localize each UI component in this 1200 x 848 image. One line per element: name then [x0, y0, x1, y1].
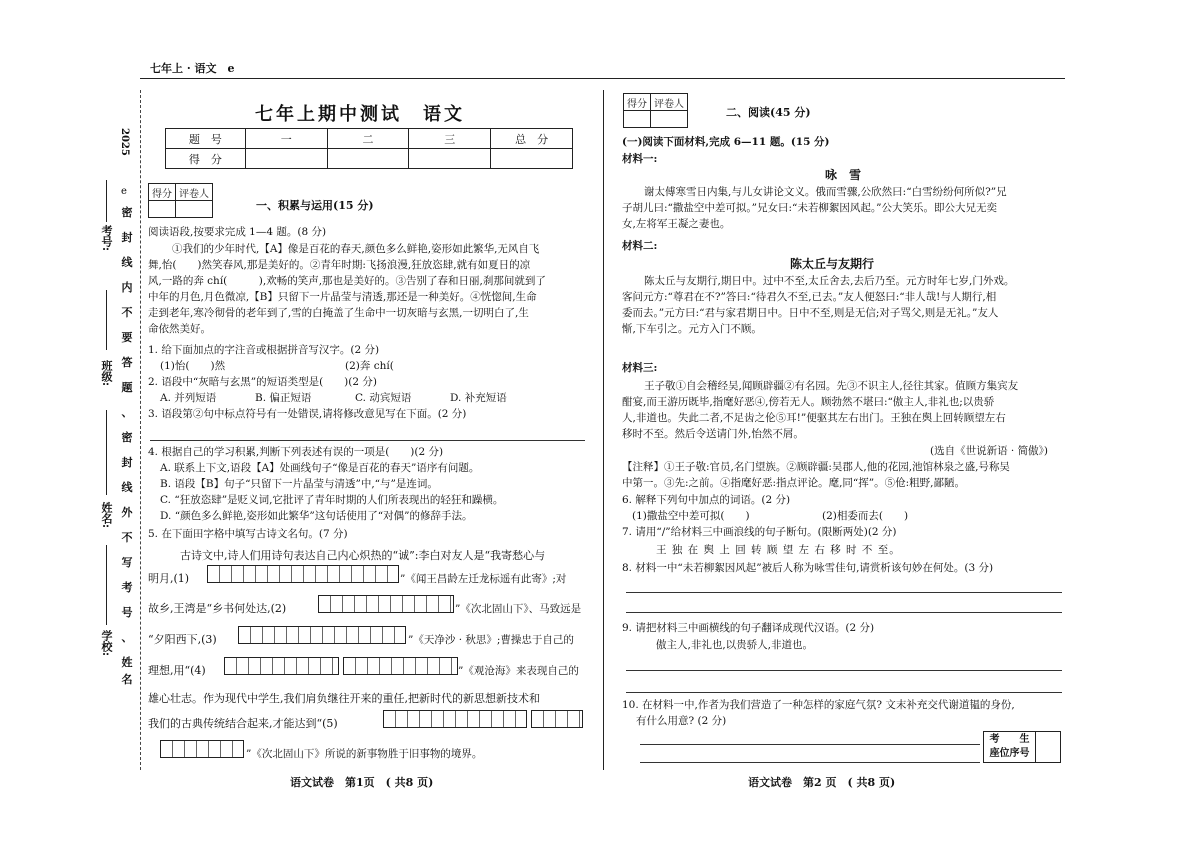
q5-cite-1: ”《闻王昌龄左迁龙标遥有此寄》;对: [400, 573, 567, 585]
q8-answer-line-1[interactable]: [626, 592, 1062, 593]
q4-option-d[interactable]: D. “颜色多么鲜艳,姿形如此繁华”这句话使用了“对偶”的修辞手法。: [160, 510, 473, 522]
grader-score-label: 得分: [624, 94, 651, 111]
grader-score-cell[interactable]: [624, 111, 651, 128]
score-header: 二: [327, 129, 409, 149]
side-field-exam-no: 考号:: [100, 225, 113, 252]
q5-cite-2: ”《次北固山下》、马致远是: [455, 603, 582, 615]
q10-answer-line-1[interactable]: [640, 744, 980, 745]
q5-blank-5c[interactable]: [160, 740, 244, 758]
q4-options: [160, 460, 595, 524]
q2-option-c[interactable]: C. 动宾短语: [355, 392, 412, 404]
score-header: 总 分: [491, 129, 573, 149]
score-cell[interactable]: [409, 149, 491, 169]
section1-title: 一、积累与运用(15 分): [256, 199, 374, 212]
score-header: 一: [245, 129, 327, 149]
q2: 2. 语段中“灰暗与玄黑”的短语类型是( )(2 分): [148, 376, 377, 388]
side-field-name: 姓名:: [100, 502, 113, 529]
q1b: (2)奔 chí(: [345, 360, 394, 372]
q5-blank-4a[interactable]: [224, 657, 339, 675]
series-label: 七年上 · 语文 e: [150, 62, 235, 75]
grader-name-cell[interactable]: [651, 111, 688, 128]
side-fill-line-2[interactable]: [106, 290, 107, 350]
q5-body: 古诗文中,诗人们用诗句表达自己内心炽热的“诚”:李白对友人是“我寄愁心与: [180, 549, 546, 562]
seal-dashed-line: [140, 90, 141, 770]
q10: 10. 在材料一中,作者为我们营造了一种怎样的家庭气氛? 文末补充交代谢道韫的身份, 有什么用意? (2 分): [622, 699, 1015, 727]
q5-cite-5: ”《次北固山下》所说的新事物胜于旧事物的境界。: [246, 748, 483, 760]
q7-sentence: 王 独 在 舆 上 回 转 顾 望 左 右 移 时 不 至。: [656, 544, 901, 556]
grader-name-label: 评卷人: [651, 94, 688, 111]
q4-option-b[interactable]: B. 语段【B】句子“只留下一片晶莹与清透”中,“与”是连词。: [160, 478, 438, 490]
q5-line2: 明月,(1): [148, 572, 190, 585]
material3-source: (选自《世说新语 · 简傲》): [930, 445, 1048, 457]
q7: 7. 请用“/”给材料三中画浪线的句子断句。(限断两处)(2 分): [622, 526, 897, 538]
material2-label: 材料二:: [622, 240, 658, 252]
q1: 1. 给下面加点的字注音或根据拼音写汉字。(2 分): [148, 344, 380, 356]
q5-blank-4b[interactable]: [343, 657, 458, 675]
exam-title: 七年上期中测试 语文: [255, 104, 465, 125]
q6b: (2)相委而去( ): [822, 510, 909, 522]
grader-box-1: [148, 183, 213, 218]
q5-cite-3: ”《天净沙 · 秋思》;曹操忠于自己的: [408, 634, 574, 646]
q2-option-b[interactable]: B. 偏正短语: [255, 392, 312, 404]
q2-option-a[interactable]: A. 并列短语: [160, 392, 217, 404]
q9-sentence: 傲主人,非礼也,以贵骄人,非道也。: [656, 639, 814, 651]
material2-title: 陈太丘与友期行: [790, 257, 875, 271]
score-cell[interactable]: [327, 149, 409, 169]
q5-blank-5a[interactable]: [383, 710, 527, 728]
seat-label-box: 考 生 座位序号: [984, 732, 1036, 762]
footer-right: 语文试卷 第2 页 ( 共8 页): [748, 776, 896, 789]
side-fill-line-4[interactable]: [106, 545, 107, 625]
q5-line3: 故乡,王湾是“乡书何处达,(2): [148, 602, 287, 615]
q5: 5. 在下面田字格中填写古诗文名句。(7 分): [148, 528, 348, 540]
side-field-school: 学校:: [100, 630, 113, 657]
q8: 8. 材料一中“未若柳絮因风起”被后人称为咏雪佳句,请赏析该句妙在何处。(3 分): [622, 562, 994, 574]
material2-text: 陈太丘与友期行,期日中。过中不至,太丘舍去,去后乃至。元方时年七岁,门外戏。 客问元方:“尊君在不?”答曰:“待君久不至,已去。”友人便怒曰:“非人哉!与人期行,相 委而去。”元方曰:“君与家君期日中。日中不至,则是无信;对子骂父,则是无礼。”友人 惭,下车引之。元方入门不顾。: [622, 275, 1015, 335]
side-mark: e: [121, 186, 127, 197]
q4: 4. 根据自己的学习积累,判断下列表述有误的一项是( )(2 分): [148, 446, 444, 458]
score-cell[interactable]: [491, 149, 573, 169]
q3: 3. 语段第②句中标点符号有一处错误,请将修改意见写在下面。(2 分): [148, 408, 467, 420]
side-field-class: 班级:: [100, 360, 113, 387]
material1-label: 材料一:: [622, 153, 658, 165]
q6: 6. 解释下列句中加点的词语。(2 分): [622, 494, 791, 506]
seal-text: 密 封 线 内 不 要 答 题 、 密 封 线 外 不 写 考 号 、 姓 名: [121, 206, 133, 686]
score-cell[interactable]: [245, 149, 327, 169]
material1-text: 谢太傅寒雪日内集,与儿女讲论文义。俄而雪骤,公欣然曰:“白雪纷纷何所似?”兄 子胡儿曰:“撒盐空中差可拟。”兄女曰:“未若柳絮因风起。”公大笑乐。即公大兄无奕 女,左将军王凝之妻也。: [622, 186, 1007, 230]
header-rule: [140, 78, 1065, 79]
q4-option-c[interactable]: C. “狂放恣肆”是贬义词,它批评了青年时期的人们所表现出的轻狂和躁横。: [160, 494, 504, 506]
score-table: [165, 128, 573, 169]
q9-answer-line-2[interactable]: [626, 692, 1062, 693]
grader-score-label: 得分: [149, 184, 176, 201]
q5-line4: “夕阳西下,(3): [148, 633, 217, 646]
q8-answer-line-2[interactable]: [626, 612, 1062, 613]
q2-option-d[interactable]: D. 补充短语: [450, 392, 507, 404]
section1-passage: ①我们的少年时代,【A】像是百花的春天,颜色多么鲜艳,姿形如此繁华,无风自飞 舞,怡( )然笑春风,那是美好的。②青年时期:飞扬浪漫,狂放恣肆,就有如夏日的凉 风,一路的奔 chí( ),欢畅的笑声,那也是美好的。③告别了春和日丽,刹那间就到了 中年的月色,月色微凉,【B】只留下一片晶莹与清透,那还是一种美好。④恍惚间,生命 走到老年,寒冷彻骨的老年到了,雪的白掩盖了生命中一切灰暗与玄黑,一切明白了,生 命依然美好。: [148, 243, 546, 335]
side-year: 2025: [119, 128, 130, 156]
material3-text: 王子敬①自会稽经吴,闻顾辟疆②有名园。先③不识主人,径往其家。值顾方集宾友 酣宴,而王游历既毕,指麾好恶④,傍若无人。顾勃然不堪曰:“傲主人,非礼也;以贵骄 人,非道也。失此二者,不足齿之伦⑤耳!”便驱其左右出门。王独在舆上回转顾望左右 移时不至。然后令送请门外,怡然不屑。: [622, 380, 1019, 440]
section2-title: 二、阅读(45 分): [726, 106, 811, 119]
footer-left: 语文试卷 第1页 ( 共8 页): [290, 776, 434, 789]
q5-blank-5b[interactable]: [531, 710, 583, 728]
side-fill-line-1[interactable]: [106, 180, 107, 222]
q10-answer-line-2[interactable]: [640, 762, 980, 763]
score-row-label: 得 分: [166, 149, 246, 169]
q6a: (1)撒盐空中差可拟( ): [632, 510, 750, 522]
grader-name-cell[interactable]: [176, 201, 213, 218]
score-header: 题 号: [166, 129, 246, 149]
q5-line5: 理想,用“(4): [148, 664, 206, 677]
q9-answer-line-1[interactable]: [626, 670, 1062, 671]
q9: 9. 请把材料三中画横线的句子翻译成现代汉语。(2 分): [622, 622, 875, 634]
q3-answer-line[interactable]: [150, 440, 585, 441]
q5-cite-4: ”《观沧海》来表现自己的: [458, 665, 579, 677]
section2-part-title: (一)阅读下面材料,完成 6—11 题。(15 分): [622, 136, 830, 148]
notes: 【注释】①王子敬:官员,名门望族。②顾辟疆:吴郡人,他的花园,池馆林泉之盛,号称吴 中第一。③先:之前。④指麾好恶:指点评论。麾,同“挥”。⑤伧:粗野,鄙陋。: [622, 461, 1010, 489]
material1-title: 咏 雪: [825, 168, 862, 182]
section1-instruction: 阅读语段,按要求完成 1—4 题。(8 分): [148, 226, 327, 238]
grader-name-label: 评卷人: [176, 184, 213, 201]
seat-number-cell[interactable]: [1037, 732, 1061, 762]
q5-blank-1[interactable]: [207, 565, 399, 583]
side-fill-line-3[interactable]: [106, 410, 107, 495]
q5-blank-3[interactable]: [238, 626, 406, 644]
grader-score-cell[interactable]: [149, 201, 176, 218]
q4-option-a[interactable]: A. 联系上下文,语段【A】处画线句子“像是百花的春天”语序有问题。: [160, 462, 480, 474]
grader-box-2: [623, 93, 688, 128]
q5-blank-2[interactable]: [318, 595, 454, 613]
seat-number-box: [983, 731, 1061, 763]
material3-label: 材料三:: [622, 362, 658, 374]
column-divider: [603, 90, 604, 770]
q5-line7: 我们的古典传统结合起来,才能达到“(5): [148, 717, 338, 730]
q5-line6: 雄心壮志。作为现代中学生,我们肩负继往开来的重任,把新时代的新思想新技术和: [148, 692, 540, 705]
score-header: 三: [409, 129, 491, 149]
q1a: (1)怡( )然: [160, 360, 226, 372]
